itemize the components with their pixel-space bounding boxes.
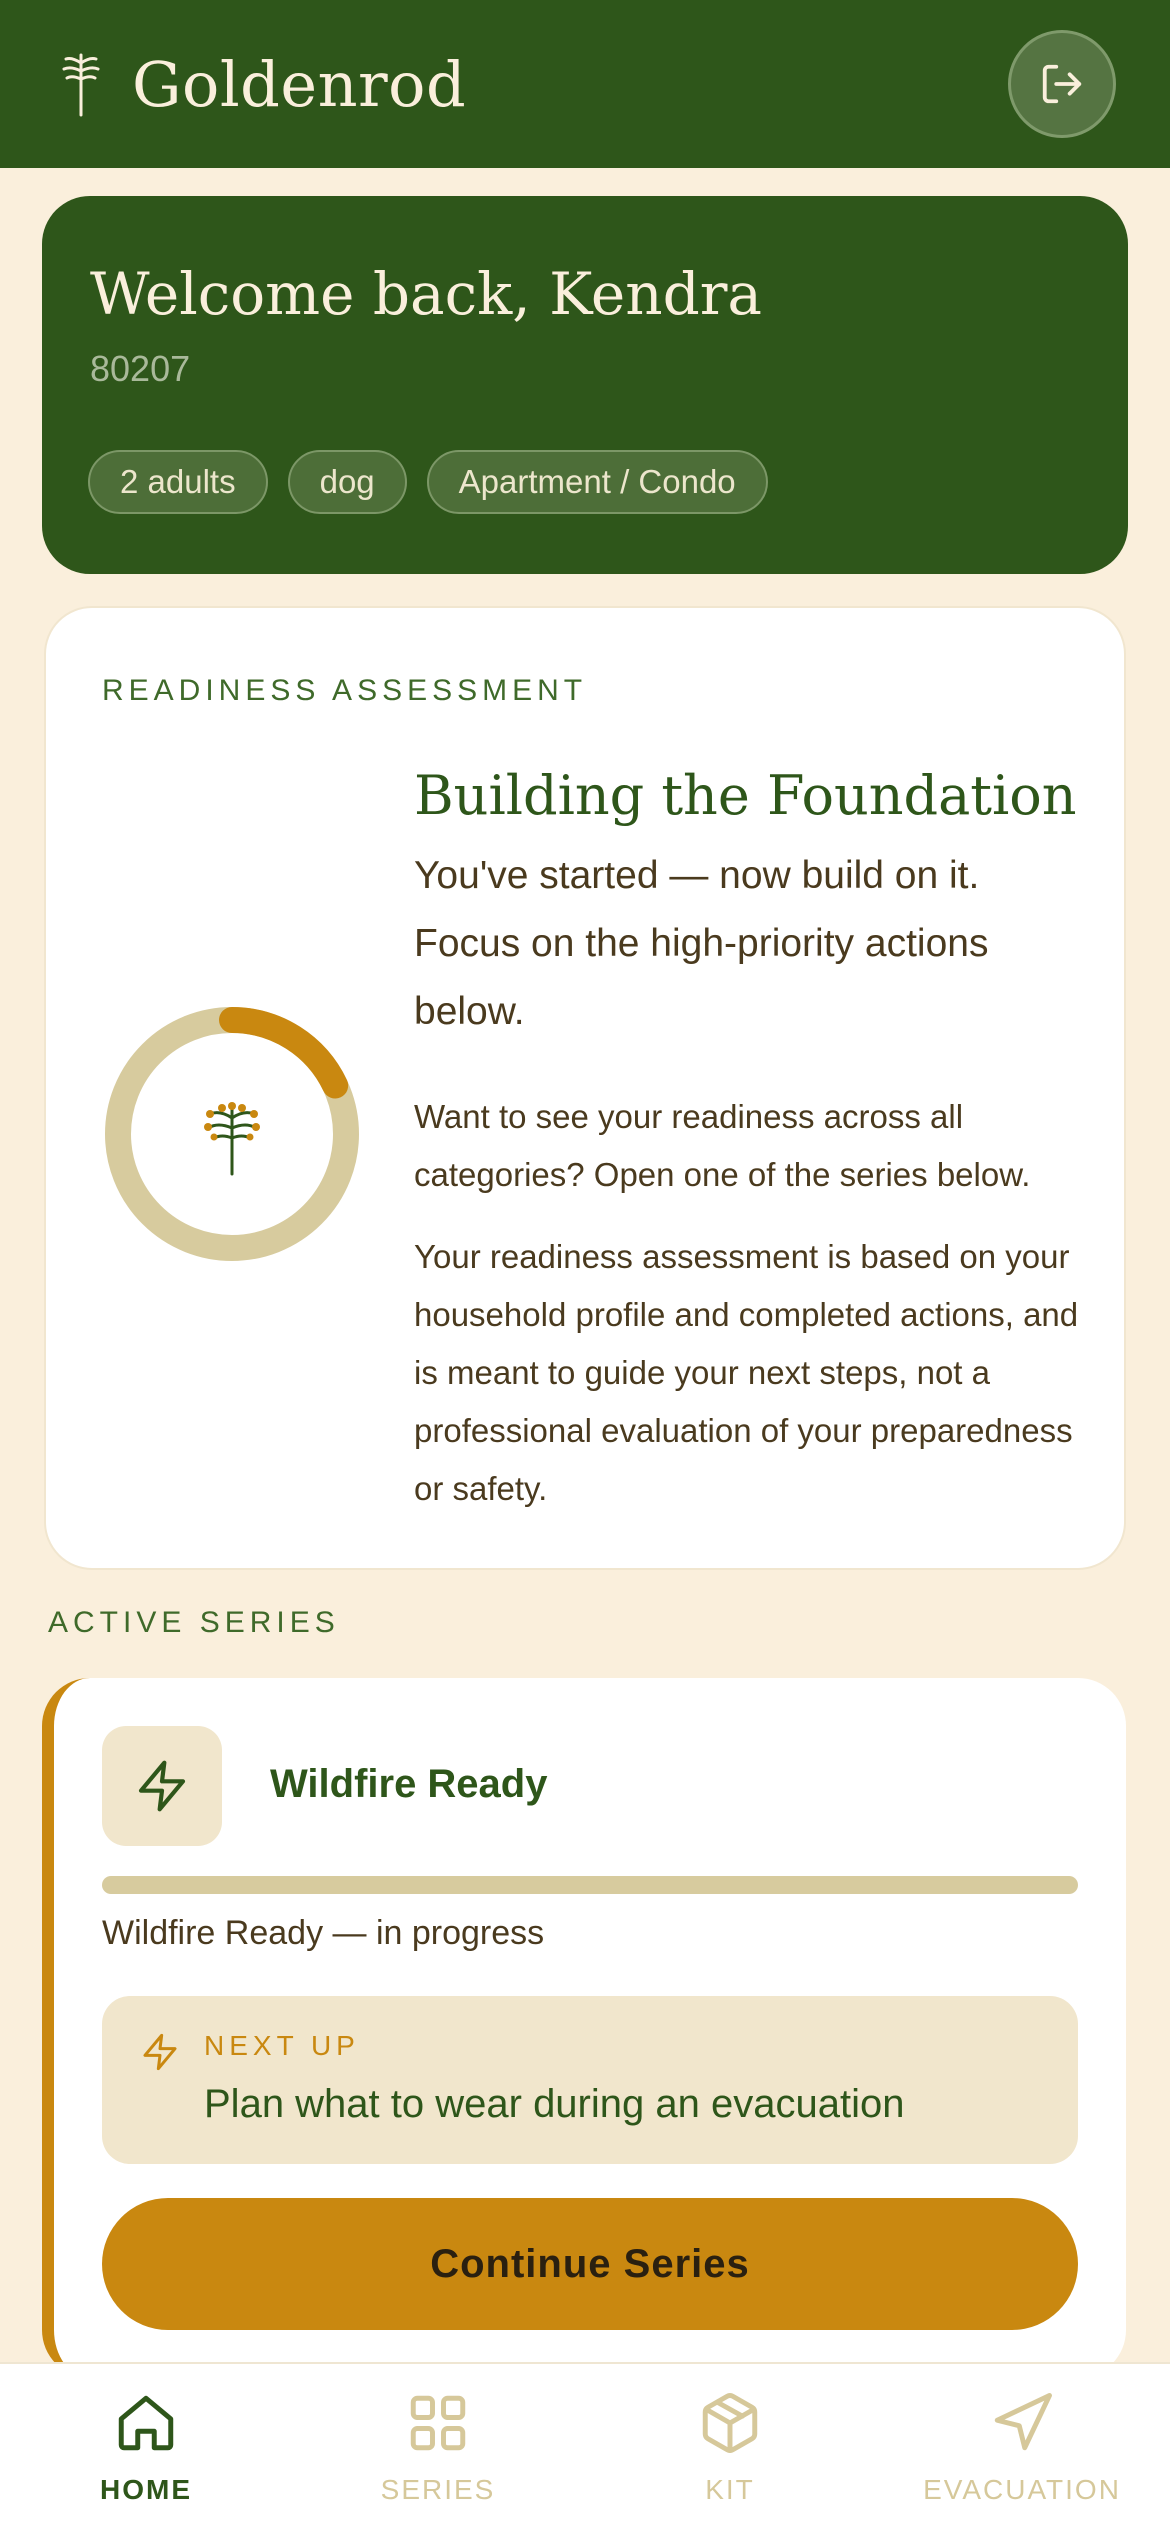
nav-evacuation[interactable]	[876, 2364, 1168, 2532]
logout-icon	[1039, 61, 1085, 107]
readiness-assessment-card	[44, 606, 1126, 1570]
nav-label: KIT	[705, 2474, 755, 2505]
brand	[58, 48, 466, 120]
assessment-hint: Want to see your readiness across all categories? Open one of the series below.	[414, 1098, 1031, 1193]
household-tag: dog	[288, 450, 407, 514]
goldenrod-plant-icon	[208, 1110, 256, 1174]
home-icon	[113, 2390, 179, 2456]
assessment-eyebrow: READINESS ASSESSMENT	[102, 674, 588, 707]
active-series-card[interactable]	[42, 1678, 1126, 2378]
assessment-disclaimer: Your readiness assessment is based on your household profile and completed actions, and is meant to guide your next steps, not a professional evaluation of your preparedness or safety.	[414, 1238, 1079, 1507]
household-tag: Apartment / Condo	[427, 450, 768, 514]
welcome-card	[42, 196, 1128, 574]
series-progress-bar	[102, 1876, 1078, 1894]
nav-label: SERIES	[380, 2474, 496, 2505]
active-series-label: ACTIVE SERIES	[48, 1606, 340, 1639]
logout-button[interactable]	[1008, 30, 1116, 138]
readiness-progress-ring	[104, 1006, 360, 1262]
lightning-icon	[140, 2032, 180, 2072]
household-tags	[88, 450, 768, 514]
lightning-icon	[134, 1758, 190, 1814]
series-icon-box	[102, 1726, 222, 1846]
assessment-lead: You've started — now build on it. Focus on the high-priority actions below.	[414, 854, 989, 1033]
next-up-label: NEXT UP	[204, 2030, 360, 2061]
zip-code: 80207	[90, 348, 191, 389]
welcome-title: Welcome back, Kendra	[90, 260, 763, 328]
nav-home[interactable]	[0, 2364, 292, 2532]
continue-series-button[interactable]: Continue Series	[102, 2198, 1078, 2330]
app-name: Goldenrod	[132, 47, 467, 121]
nav-series[interactable]	[292, 2364, 584, 2532]
assessment-text	[414, 760, 1094, 1518]
nav-kit[interactable]	[584, 2364, 876, 2532]
bottom-nav	[0, 2362, 1170, 2532]
next-up-text: Plan what to wear during an evacuation	[204, 2082, 905, 2126]
assessment-heading: Building the Foundation	[414, 764, 1077, 827]
series-status: Wildfire Ready — in progress	[102, 1914, 545, 1952]
household-tag: 2 adults	[88, 450, 268, 514]
series-title: Wildfire Ready	[270, 1762, 548, 1806]
box-icon	[697, 2390, 763, 2456]
grid-icon	[405, 2390, 471, 2456]
app-header	[0, 0, 1170, 168]
nav-label: EVACUATION	[923, 2474, 1121, 2505]
next-up-box[interactable]	[102, 1996, 1078, 2164]
goldenrod-plant-icon	[58, 51, 104, 117]
navigation-icon	[989, 2390, 1055, 2456]
nav-label: HOME	[100, 2474, 192, 2505]
